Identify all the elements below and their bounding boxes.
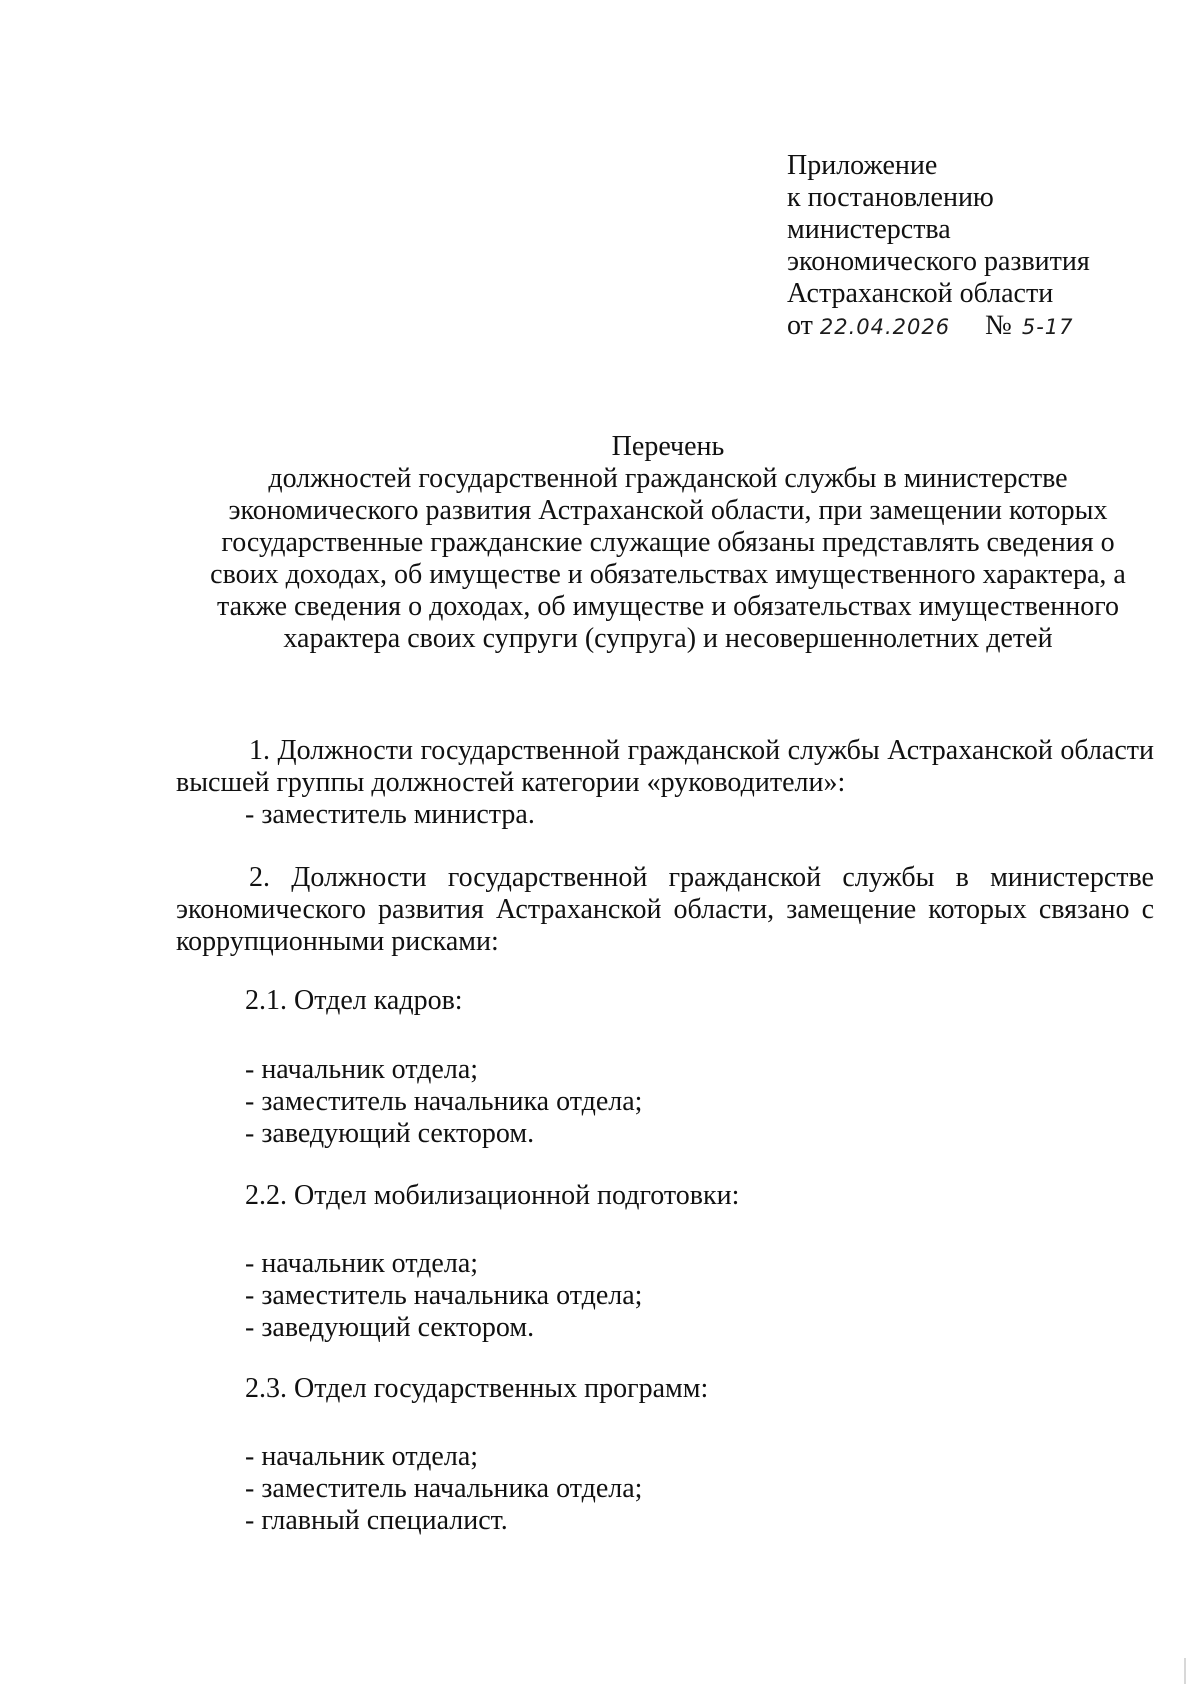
section-1-text: 1. Должности государственной гражданской службы Астраханской области высшей группы должностей категории «руководители»: bbox=[176, 735, 1154, 798]
date-prefix: от bbox=[787, 310, 813, 341]
list-item: - главный специалист. bbox=[245, 1505, 508, 1536]
handwritten-number: 5-17 bbox=[1021, 315, 1074, 339]
subsection-2-3 bbox=[176, 1373, 1154, 1405]
title-line: своих доходах, об имуществе и обязательствах имущественного характера, а bbox=[210, 559, 1126, 590]
approval-stamp-block bbox=[787, 150, 1167, 343]
subsection-heading: 2.3. Отдел государственных программ: bbox=[245, 1373, 709, 1404]
list-item: - начальник отдела; bbox=[245, 1054, 479, 1085]
document-title bbox=[175, 431, 1161, 655]
list-item: - заведующий сектором. bbox=[245, 1312, 535, 1343]
list-item: - заместитель начальника отдела; bbox=[245, 1086, 643, 1117]
title-line: также сведения о доходах, об имуществе и обязательствах имущественного bbox=[216, 591, 1120, 622]
approval-line: Приложение bbox=[787, 150, 938, 181]
title-heading: Перечень bbox=[611, 431, 725, 462]
section-1 bbox=[176, 735, 1154, 831]
subsection-2-2 bbox=[176, 1180, 1154, 1212]
subsection-2-1 bbox=[176, 985, 1154, 1017]
section-2 bbox=[176, 862, 1154, 958]
approval-line: министерства bbox=[787, 214, 951, 245]
subsection-2-2-list bbox=[176, 1248, 1154, 1344]
subsection-2-1-list bbox=[176, 1054, 1154, 1150]
section-2-text: 2. Должности государственной гражданской службы в министерстве экономического развития Астраханской области, замещение которых связано с коррупционными рисками: bbox=[176, 862, 1154, 957]
approval-line: к постановлению bbox=[787, 182, 994, 213]
handwritten-date: 22.04.2026 bbox=[819, 315, 951, 339]
list-item: - заведующий сектором. bbox=[245, 1118, 535, 1149]
subsection-heading: 2.2. Отдел мобилизационной подготовки: bbox=[245, 1180, 740, 1211]
title-line: государственные гражданские служащие обязаны представлять сведения о bbox=[221, 527, 1115, 558]
title-line: экономического развития Астраханской области, при замещении которых bbox=[228, 495, 1108, 526]
scan-artifact bbox=[1184, 1658, 1186, 1684]
list-item: - заместитель начальника отдела; bbox=[245, 1473, 643, 1504]
approval-line: Астраханской области bbox=[787, 278, 1054, 309]
number-label: № bbox=[985, 310, 1012, 341]
approval-line: экономического развития bbox=[787, 246, 1090, 277]
title-line: характера своих супруги (супруга) и несовершеннолетних детей bbox=[283, 623, 1053, 654]
approval-date-line bbox=[787, 310, 1167, 343]
list-item: - начальник отдела; bbox=[245, 1441, 479, 1472]
list-item: - заместитель министра. bbox=[245, 799, 535, 830]
subsection-2-3-list bbox=[176, 1441, 1154, 1537]
list-item: - начальник отдела; bbox=[245, 1248, 479, 1279]
list-item: - заместитель начальника отдела; bbox=[245, 1280, 643, 1311]
subsection-heading: 2.1. Отдел кадров: bbox=[245, 985, 463, 1016]
title-line: должностей государственной гражданской службы в министерстве bbox=[268, 463, 1068, 494]
